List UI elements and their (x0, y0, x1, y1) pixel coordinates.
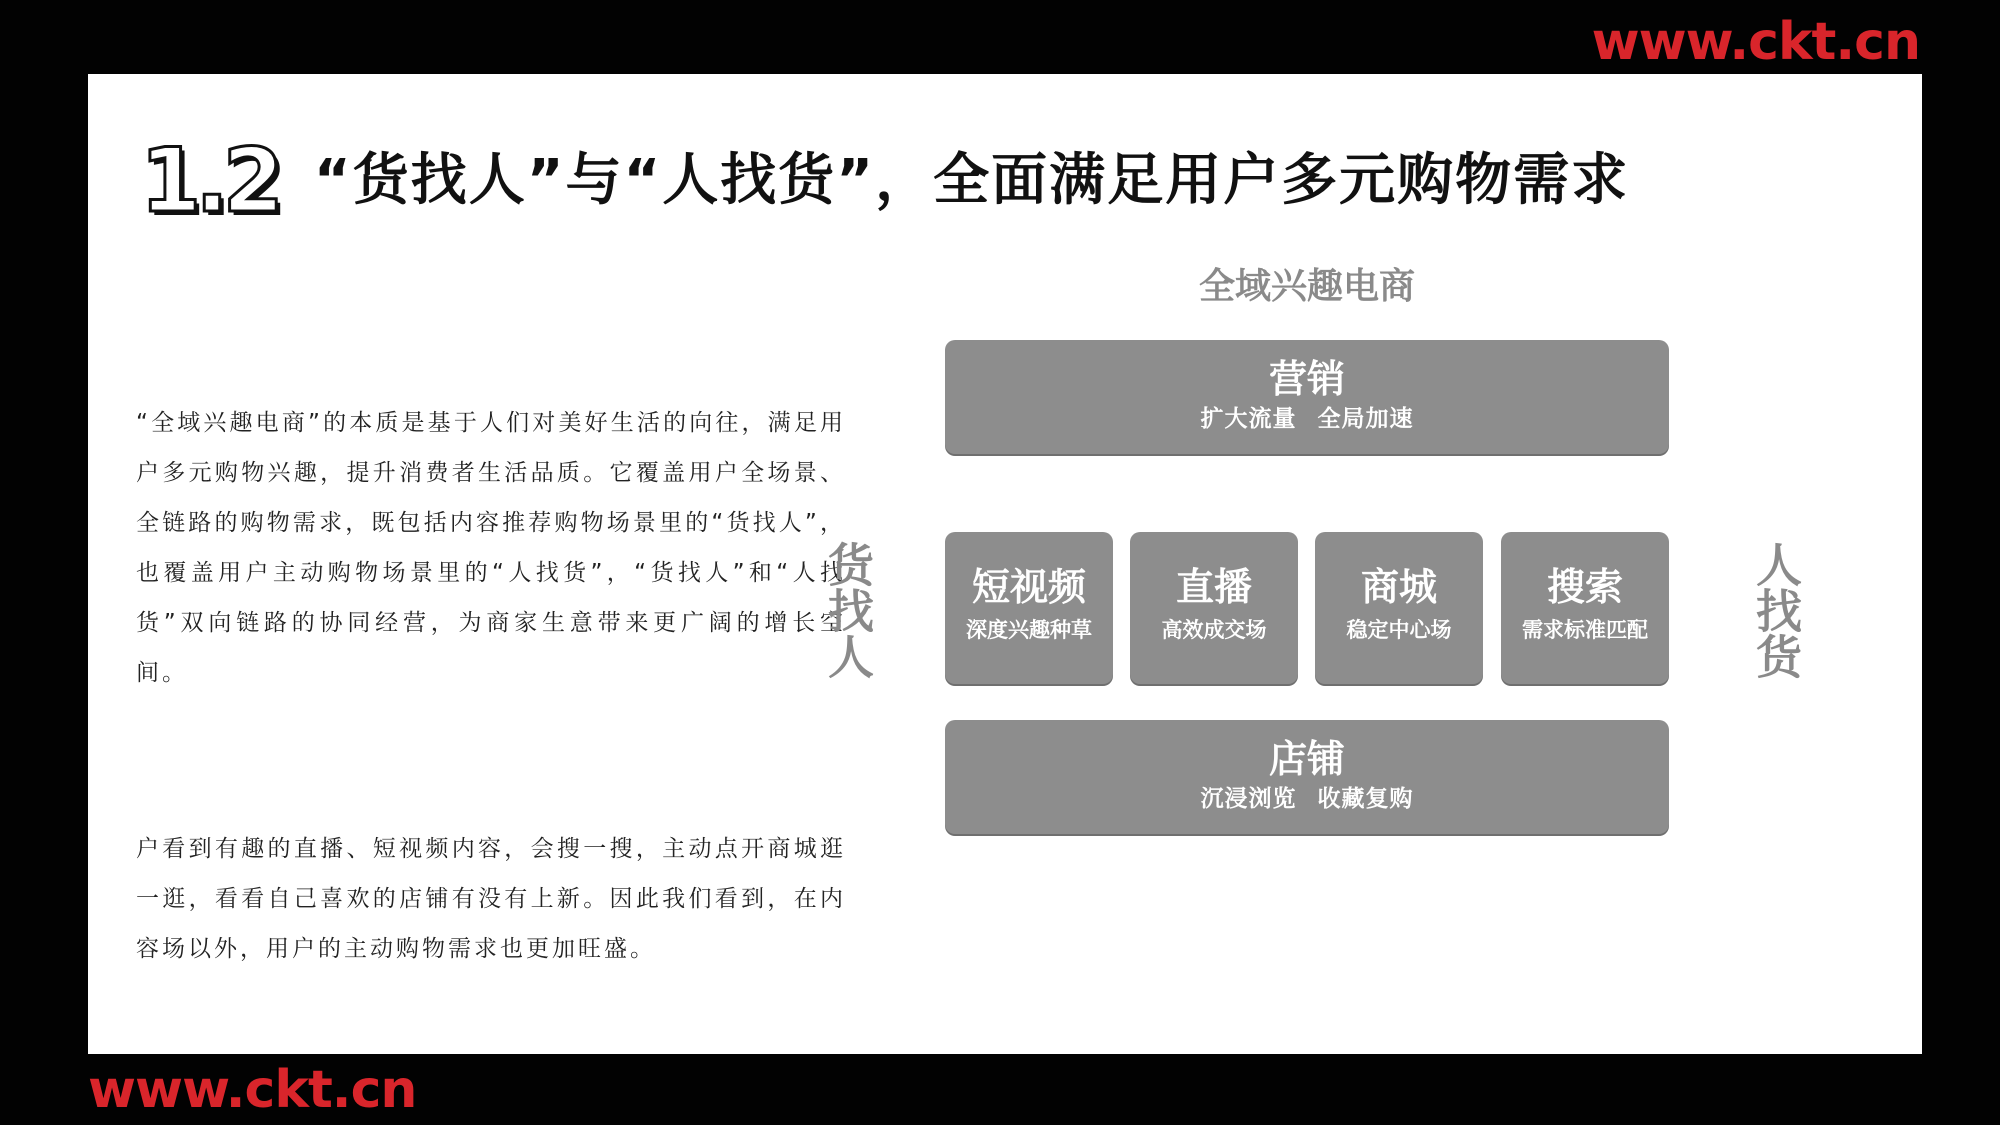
right-side-label: 人找货 (1749, 541, 1803, 679)
store-box (945, 720, 1669, 834)
marketing-box-subtitle: 扩大流量 全局加速 (1200, 406, 1414, 432)
search-box-subtitle: 需求标准匹配 (1522, 618, 1648, 642)
live-stream-box-title: 直播 (1175, 565, 1252, 609)
mall-box-title: 商城 (1360, 565, 1437, 609)
marketing-box-title: 营销 (1268, 357, 1345, 401)
store-box-title: 店铺 (1268, 737, 1345, 781)
body-paragraph-1: “全域兴趣电商”的本质是基于人们对美好生活的向往，满足用户多元购物兴趣，提升消费者生活品质。它覆盖用户全场景、全链路的购物需求，既包括内容推荐购物场景里的“货找人”，也覆盖用户主动购物场景里的“人找货”，“货找人”和“人找货”双向链路的协同经营，为商家生意带来更广阔的增长空间。 (136, 410, 846, 686)
short-video-box (945, 532, 1113, 684)
search-box-title: 搜索 (1546, 565, 1623, 609)
diagram-title: 全域兴趣电商 (1198, 266, 1415, 307)
short-video-box-subtitle: 深度兴趣种草 (966, 618, 1092, 642)
section-number: 1.2 (140, 129, 278, 232)
live-stream-box (1130, 532, 1298, 684)
page-title: “货找人”与“人找货”，全面满足用户多元购物需求 (313, 148, 1630, 213)
store-box-subtitle: 沉浸浏览 收藏复购 (1200, 786, 1414, 812)
short-video-box-title: 短视频 (971, 565, 1086, 609)
search-box (1501, 532, 1669, 684)
title-row (140, 129, 1630, 232)
watermark-bottom: www.ckt.cn (88, 1060, 417, 1120)
mall-box (1315, 532, 1483, 684)
watermark-top: www.ckt.cn (1591, 12, 1920, 72)
marketing-box (945, 340, 1669, 454)
mall-box-subtitle: 稳定中心场 (1346, 618, 1452, 642)
live-stream-box-subtitle: 高效成交场 (1161, 618, 1267, 642)
body-paragraph-2: 户看到有趣的直播、短视频内容，会搜一搜，主动点开商城逛一逛，看看自己喜欢的店铺有没有上新。因此我们看到，在内容场以外，用户的主动购物需求也更加旺盛。 (136, 836, 846, 962)
left-side-label: 货找人 (821, 541, 875, 679)
